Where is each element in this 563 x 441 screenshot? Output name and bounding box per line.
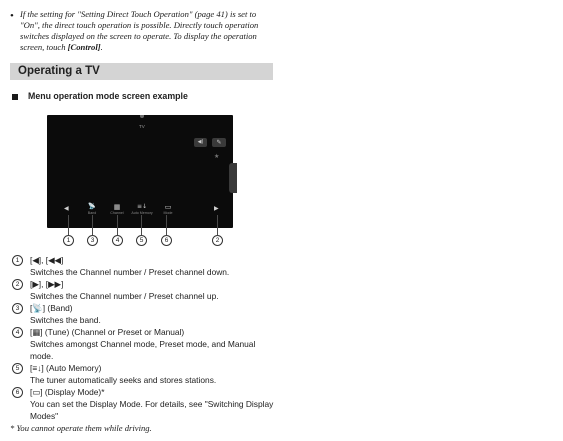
volume-icon: ◀) bbox=[197, 139, 204, 145]
legend-description: You can set the Display Mode. For details, see "Switching Display Modes" bbox=[30, 399, 274, 421]
legend-description: Switches the Channel number / Preset channel down. bbox=[30, 267, 230, 277]
leader-line bbox=[217, 215, 218, 235]
auto-memory-button[interactable] bbox=[131, 203, 153, 215]
callout-number: 6 bbox=[161, 235, 172, 246]
legend-number: 5 bbox=[12, 363, 23, 374]
section-title: Operating a TV bbox=[18, 65, 100, 77]
settings-button[interactable] bbox=[212, 138, 226, 147]
leader-line bbox=[117, 215, 118, 235]
control-label: [Control] bbox=[67, 42, 101, 52]
note-bullet: • bbox=[10, 10, 14, 22]
leader-line bbox=[141, 215, 142, 235]
auto-memory-icon: ≡↓ bbox=[136, 203, 148, 210]
subsection-title: Menu operation mode screen example bbox=[28, 91, 188, 101]
intro-note-text: If the setting for "Setting Direct Touch Operation" (page 41) is set to "On", the direct touch operation is possible. Directly touch operation switches displayed on the screen to operate. To display the operation screen, touch bbox=[20, 9, 259, 52]
legend-heading: [≡↓] (Auto Memory) bbox=[30, 363, 102, 373]
legend-number: 3 bbox=[12, 303, 23, 314]
auto-memory-button-label: Auto Memory bbox=[131, 211, 153, 215]
legend-description: The tuner automatically seeks and stores stations. bbox=[30, 375, 217, 385]
legend-description: Switches the Channel number / Preset channel up. bbox=[30, 291, 219, 301]
legend-number: 1 bbox=[12, 255, 23, 266]
display-mode-button[interactable] bbox=[159, 203, 177, 215]
callout-number: 5 bbox=[136, 235, 147, 246]
legend-heading: [◀], [◀◀] bbox=[30, 255, 64, 265]
pencil-icon: ✎ bbox=[216, 139, 222, 146]
tune-button[interactable] bbox=[108, 203, 126, 215]
legend-heading: [▦] (Tune) (Channel or Preset or Manual) bbox=[30, 327, 185, 337]
leader-line bbox=[68, 215, 69, 235]
next-channel-button[interactable]: ▶ bbox=[214, 205, 219, 212]
legend-heading: [📡] (Band) bbox=[30, 303, 73, 313]
legend-description: Switches the band. bbox=[30, 315, 101, 325]
legend-heading: [▭] (Display Mode)* bbox=[30, 387, 105, 397]
callout-number: 3 bbox=[87, 235, 98, 246]
favorite-star-icon[interactable]: ★ bbox=[214, 154, 220, 160]
legend-heading: [▶], [▶▶] bbox=[30, 279, 64, 289]
display-mode-icon: ▭ bbox=[164, 203, 172, 211]
legend-description: Switches amongst Channel mode, Preset mode, and Manual mode. bbox=[30, 339, 256, 361]
callout-number: 2 bbox=[212, 235, 223, 246]
intro-note-end: . bbox=[100, 42, 103, 52]
display-mode-button-label: Mode bbox=[163, 211, 173, 215]
subsection-marker bbox=[12, 94, 18, 100]
band-button-label: Band bbox=[87, 211, 97, 215]
tune-button-label: Channel bbox=[110, 211, 124, 215]
screen-title: TV bbox=[139, 124, 145, 129]
callout-number: 4 bbox=[112, 235, 123, 246]
leader-line bbox=[166, 215, 167, 235]
leader-line bbox=[92, 215, 93, 235]
legend-number: 2 bbox=[12, 279, 23, 290]
intro-note bbox=[20, 9, 268, 53]
band-button[interactable] bbox=[84, 203, 100, 215]
side-panel-tab[interactable] bbox=[229, 163, 237, 193]
keypad-icon: ▦ bbox=[113, 203, 121, 211]
prev-channel-button[interactable]: ◀ bbox=[64, 205, 69, 212]
legend-number: 4 bbox=[12, 327, 23, 338]
legend-number: 6 bbox=[12, 387, 23, 398]
footnote: * You cannot operate them while driving. bbox=[10, 423, 152, 433]
callout-number: 1 bbox=[63, 235, 74, 246]
antenna-icon: 📡 bbox=[88, 203, 96, 210]
volume-button[interactable] bbox=[194, 138, 207, 147]
